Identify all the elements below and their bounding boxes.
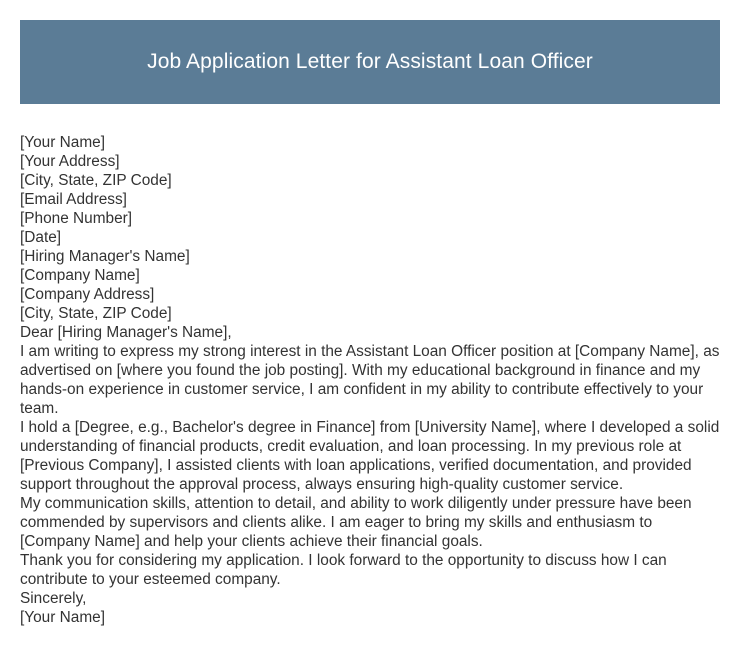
letter-body — [20, 133, 725, 627]
paragraph-skills: My communication skills, attention to detail, and ability to work diligently under pressure have been commended by supervisors and clients alike. I am eager to bring my skills and enthusiasm to [Company Name] and help your clients achieve their financial goals. — [20, 495, 692, 550]
letter-date: [Date] — [20, 229, 62, 246]
paragraph-interest: I am writing to express my strong interest in the Assistant Loan Officer position at [Company Name], as advertised on [where you found the job posting]. With my educational background in finance and my hands-on experience in customer service, I am confident in my ability to contribute effectively to your team. — [20, 343, 720, 417]
paragraph-thanks: Thank you for considering my application. I look forward to the opportunity to discuss how I can contribute to your esteemed company. — [20, 552, 667, 588]
recipient-address: [Company Address] — [20, 286, 155, 303]
page-title: Job Application Letter for Assistant Loan Officer — [147, 50, 593, 73]
recipient-name: [Hiring Manager's Name] — [20, 248, 190, 265]
salutation: Dear [Hiring Manager's Name], — [20, 324, 232, 341]
sender-name: [Your Name] — [20, 134, 105, 151]
sender-email: [Email Address] — [20, 191, 127, 208]
paragraph-education-experience: I hold a [Degree, e.g., Bachelor's degree in Finance] from [University Name], where I developed a solid understanding of financial products, credit evaluation, and loan processing. In my previous role at [Previous Company], I assisted clients with loan applications, verified documentation, and provided support throughout the approval process, always ensuring high-quality customer service. — [20, 419, 720, 493]
sender-address: [Your Address] — [20, 153, 120, 170]
sender-phone: [Phone Number] — [20, 210, 133, 227]
sender-city-state-zip: [City, State, ZIP Code] — [20, 172, 172, 189]
recipient-city-state-zip: [City, State, ZIP Code] — [20, 305, 172, 322]
signature-name: [Your Name] — [20, 609, 105, 626]
recipient-company: [Company Name] — [20, 267, 140, 284]
title-banner — [20, 20, 720, 104]
closing: Sincerely, — [20, 590, 87, 607]
